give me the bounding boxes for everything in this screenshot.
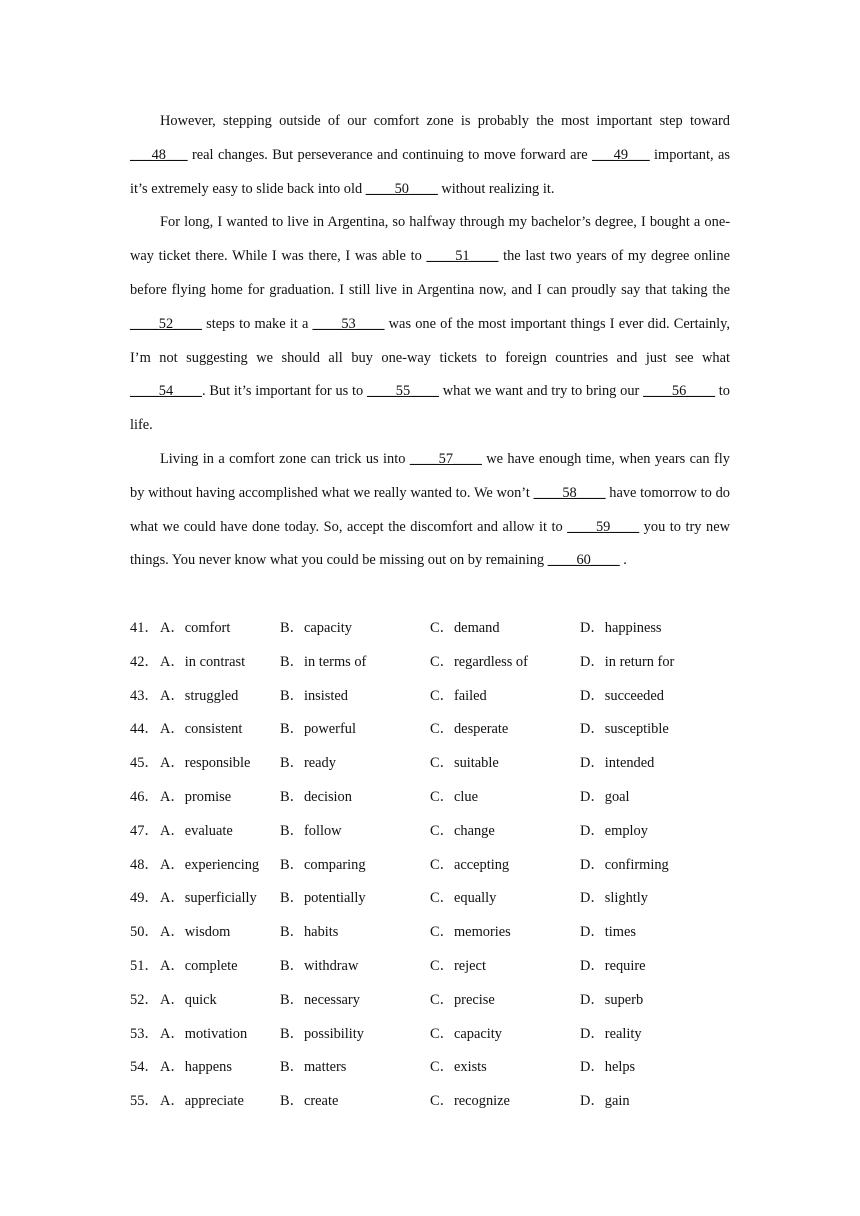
passage-text: steps to make it a <box>201 315 313 332</box>
question-number: 53． <box>130 1025 159 1042</box>
option-c: C．change <box>430 822 495 839</box>
question-51 <box>130 950 730 984</box>
question-number: 45． <box>130 755 159 772</box>
option-d: D．superb <box>580 991 644 1008</box>
option-c: C．clue <box>430 788 478 805</box>
option-b: B．comparing <box>280 856 366 873</box>
option-b: B．possibility <box>280 1025 364 1042</box>
blank-59: ____59____ <box>567 518 640 535</box>
question-number: 51． <box>130 957 159 974</box>
option-d: D．happiness <box>580 620 662 636</box>
paragraph-1 <box>130 105 730 206</box>
option-a: A．comfort <box>160 620 231 636</box>
option-b: B．in terms of <box>280 653 367 670</box>
question-44 <box>130 713 730 747</box>
passage-text: For long, I wanted to live in Argentina, so halfway through my bachelor’s degree, I bought a one-way ticket there. While I was there, I was able to <box>130 214 730 265</box>
option-a: A．struggled <box>160 687 239 704</box>
question-42 <box>130 646 730 680</box>
question-number: 55． <box>130 1093 159 1110</box>
option-c: C．exists <box>430 1059 487 1076</box>
question-41 <box>130 612 730 646</box>
passage-text: Living in a comfort zone can trick us into <box>160 450 410 467</box>
paragraph-3 <box>130 443 730 578</box>
option-c: C．regardless of <box>430 653 528 670</box>
option-d: D．intended <box>580 755 655 772</box>
question-52 <box>130 984 730 1018</box>
question-46 <box>130 781 730 815</box>
passage-text: to life. <box>130 383 731 434</box>
option-b: B．insisted <box>280 687 348 704</box>
option-d: D．gain <box>580 1093 630 1110</box>
option-a: A．in contrast <box>160 653 246 670</box>
question-48 <box>130 849 730 883</box>
passage-text: the last two years of my degree online before flying home for graduation. I still live in Argentina now, and I can proudly say that taking the <box>130 248 730 298</box>
question-number: 46． <box>130 788 159 805</box>
question-number: 41． <box>130 620 159 636</box>
option-b: B．decision <box>280 788 352 805</box>
passage-text: However, stepping outside of our comfort zone is probably the most important step toward <box>160 113 730 129</box>
option-b: B．necessary <box>280 991 360 1008</box>
blank-58: ____58____ <box>533 484 606 501</box>
option-a: A．promise <box>160 788 232 805</box>
paragraph-2 <box>130 206 730 443</box>
option-c: C．reject <box>430 957 486 974</box>
question-options <box>130 612 730 1119</box>
option-d: D．helps <box>580 1059 636 1076</box>
option-d: D．times <box>580 924 636 941</box>
option-a: A．complete <box>160 957 238 974</box>
blank-60: ____60____ <box>547 552 620 569</box>
question-number: 54． <box>130 1059 159 1076</box>
option-c: C．suitable <box>430 755 499 772</box>
option-b: B．follow <box>280 822 342 839</box>
passage-text: we have enough time, when years can fly by without having accomplished what we really wanted to. We won’t <box>130 450 730 501</box>
option-a: A．appreciate <box>160 1093 244 1110</box>
question-45 <box>130 747 730 781</box>
option-c: C．desperate <box>430 721 509 738</box>
option-c: C．equally <box>430 890 497 907</box>
passage-text: was one of the most important things I ever did. Certainly, I’m not suggesting we should all buy one-way tickets to foreign countries and just see what <box>130 315 731 366</box>
option-c: C．memories <box>430 924 511 941</box>
question-number: 52． <box>130 991 159 1008</box>
cloze-passage <box>130 105 730 578</box>
question-number: 50． <box>130 924 159 941</box>
question-number: 49． <box>130 890 159 907</box>
option-b: B．ready <box>280 755 336 772</box>
option-b: B．withdraw <box>280 957 359 974</box>
question-number: 42． <box>130 653 159 670</box>
question-55 <box>130 1085 730 1119</box>
option-a: A．happens <box>160 1059 232 1076</box>
question-50 <box>130 916 730 950</box>
passage-text: important, as it’s extremely easy to slide back into old <box>130 146 730 197</box>
blank-53: ____53____ <box>312 315 385 332</box>
passage-text: real changes. But perseverance and continuing to move forward are <box>187 146 593 163</box>
blank-51: ____51____ <box>426 248 499 265</box>
question-number: 43． <box>130 687 159 704</box>
question-number: 47． <box>130 822 159 839</box>
option-d: D．confirming <box>580 856 669 873</box>
option-a: A．evaluate <box>160 822 233 839</box>
blank-56: ____56____ <box>643 383 716 400</box>
question-47 <box>130 815 730 849</box>
question-53 <box>130 1018 730 1052</box>
passage-text: you to try new things. You never know what you could be missing out on by remaining <box>130 518 730 569</box>
blank-57: ____57____ <box>409 450 482 467</box>
option-c: C．recognize <box>430 1093 510 1110</box>
question-49 <box>130 882 730 916</box>
option-c: C．demand <box>430 620 500 636</box>
option-c: C．capacity <box>430 1025 502 1042</box>
option-b: B．potentially <box>280 890 366 907</box>
option-b: B．create <box>280 1093 339 1110</box>
option-b: B．habits <box>280 924 339 941</box>
question-54 <box>130 1051 730 1085</box>
question-number: 44． <box>130 721 159 738</box>
option-d: D．goal <box>580 788 630 805</box>
passage-text: . <box>619 552 627 569</box>
option-a: A．superficially <box>160 890 257 907</box>
passage-text: without realizing it. <box>437 180 555 197</box>
option-c: C．failed <box>430 687 487 704</box>
option-c: C．accepting <box>430 856 510 873</box>
option-d: D．employ <box>580 822 648 839</box>
option-d: D．slightly <box>580 890 648 907</box>
blank-54: ____54____ <box>130 383 202 400</box>
option-b: B．capacity <box>280 620 352 636</box>
blank-48: ___48___ <box>130 146 188 163</box>
blank-55: ____55____ <box>367 383 439 400</box>
passage-text: . But it’s important for us to <box>201 383 368 400</box>
option-b: B．powerful <box>280 721 356 738</box>
option-a: A．responsible <box>160 755 251 772</box>
option-d: D．susceptible <box>580 721 669 738</box>
option-a: A．consistent <box>160 721 243 738</box>
option-d: D．reality <box>580 1025 642 1042</box>
question-43 <box>130 680 730 714</box>
passage-text: have tomorrow to do what we could have done today. So, accept the discomfort and allow it to <box>130 484 730 535</box>
blank-49: ___49___ <box>592 146 650 163</box>
option-a: A．motivation <box>160 1025 248 1042</box>
option-d: D．require <box>580 957 646 974</box>
option-a: A．wisdom <box>160 924 231 941</box>
option-d: D．succeeded <box>580 687 664 704</box>
option-a: A．experiencing <box>160 856 260 873</box>
blank-50: ____50____ <box>365 180 438 197</box>
option-c: C．precise <box>430 991 495 1008</box>
option-a: A．quick <box>160 991 217 1008</box>
option-b: B．matters <box>280 1059 347 1076</box>
question-number: 48． <box>130 856 159 873</box>
option-d: D．in return for <box>580 653 675 670</box>
passage-text: what we want and try to bring our <box>438 383 644 400</box>
blank-52: ____52____ <box>130 315 202 332</box>
